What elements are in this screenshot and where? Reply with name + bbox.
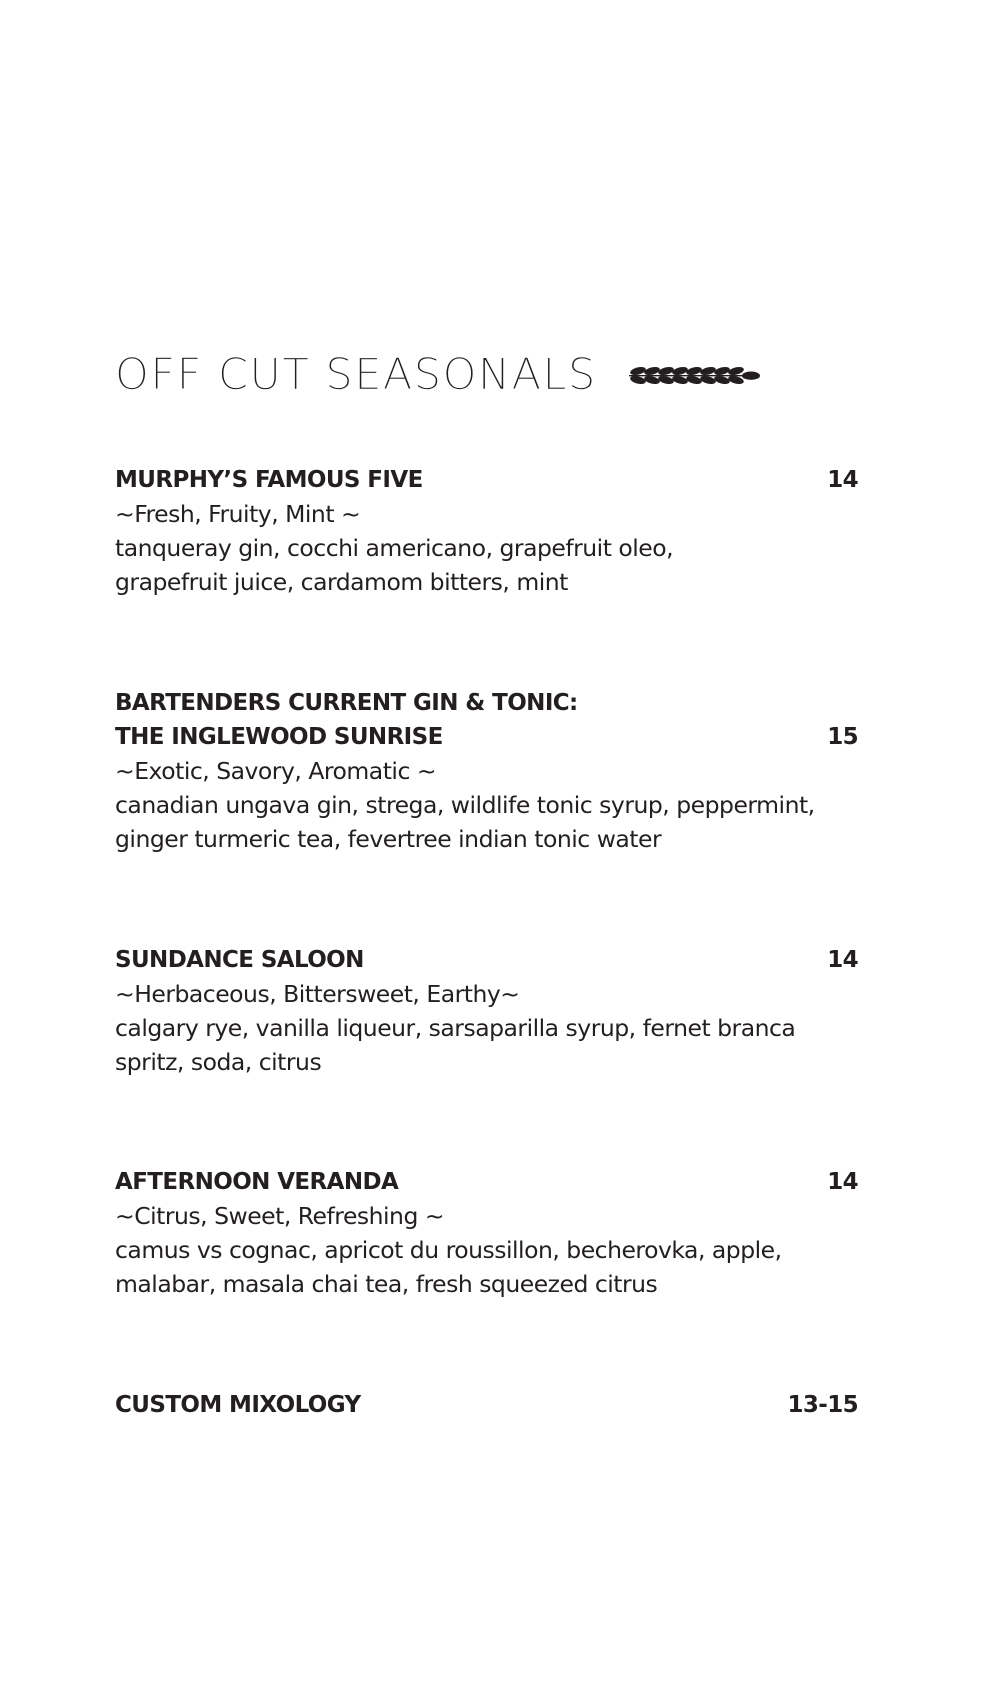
menu-item (115, 686, 858, 856)
item-ingredients: calgary rye, vanilla liqueur, sarsaparilla syrup, fernet branca spritz, soda, citrus (115, 1014, 796, 1076)
menu-item (115, 943, 858, 1079)
item-name: MURPHY’S FAMOUS FIVE (115, 467, 423, 493)
item-tasting-notes: ~Herbaceous, Bittersweet, Earthy~ (115, 980, 520, 1008)
item-price: 14 (827, 947, 858, 973)
item-name: CUSTOM MIXOLOGY (115, 1392, 361, 1418)
menu-header (115, 350, 762, 400)
item-tasting-notes: ~Fresh, Fruity, Mint ~ (115, 500, 361, 528)
menu-item (115, 1165, 858, 1301)
item-ingredients: camus vs cognac, apricot du roussillon, becherovka, apple, malabar, masala chai tea, fresh squeezed citrus (115, 1236, 782, 1298)
item-price: 13-15 (787, 1392, 858, 1418)
item-name: BARTENDERS CURRENT GIN & TONIC: THE INGLEWOOD SUNRISE (115, 690, 578, 750)
item-name: SUNDANCE SALOON (115, 947, 364, 973)
menu-item (115, 463, 858, 599)
item-price: 15 (827, 724, 858, 750)
item-ingredients: tanqueray gin, cocchi americano, grapefruit oleo, grapefruit juice, cardamom bitters, mint (115, 534, 674, 596)
menu-title: OFF CUT SEASONALS (115, 350, 597, 400)
item-ingredients: canadian ungava gin, strega, wildlife tonic syrup, peppermint, ginger turmeric tea, fevertree indian tonic water (115, 791, 815, 853)
item-tasting-notes: ~Citrus, Sweet, Refreshing ~ (115, 1202, 445, 1230)
item-name: AFTERNOON VERANDA (115, 1169, 399, 1195)
wheat-icon (627, 363, 762, 387)
item-price: 14 (827, 1169, 858, 1195)
menu-item (115, 1388, 858, 1422)
item-tasting-notes: ~Exotic, Savory, Aromatic ~ (115, 757, 437, 785)
item-price: 14 (827, 467, 858, 493)
